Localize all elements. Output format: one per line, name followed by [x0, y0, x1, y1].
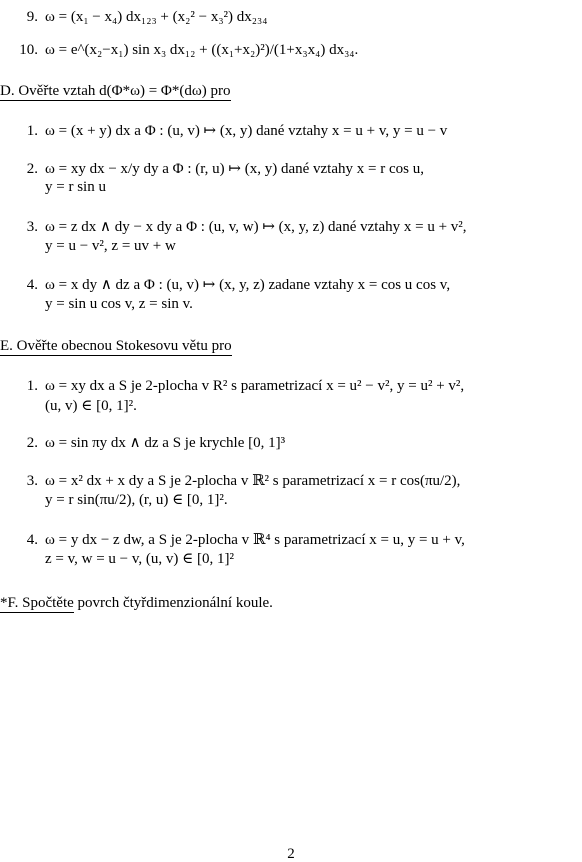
- page-number: 2: [287, 846, 295, 862]
- section-e-heading: E. Ověřte obecnou Stokesovu větu pro: [0, 338, 232, 354]
- item-number: 4.: [26, 532, 38, 548]
- item-text: ω = x² dx + x dy a S je 2-plocha v ℝ² s parametrizací x = r cos(πu/2),: [45, 473, 461, 489]
- item-text: y = sin u cos v, z = sin v.: [45, 296, 193, 312]
- item-text: ω = y dx − z dw, a S je 2-plocha v ℝ⁴ s parametrizací x = u, y = u + v,: [45, 532, 465, 548]
- item-number: 1.: [26, 378, 38, 394]
- item-number: 3.: [26, 473, 38, 489]
- section-d-heading: D. Ověřte vztah d(Φ*ω) = Φ*(dω) pro: [0, 83, 231, 99]
- section-heading: [0, 82, 231, 100]
- item-text: z = v, w = u − v, (u, v) ∈ [0, 1]²: [45, 551, 235, 567]
- item-text: y = r sin(πu/2), (r, u) ∈ [0, 1]².: [45, 492, 228, 508]
- item-text: ω = e^(x₂−x₁) sin x₃ dx₁₂ + ((x₁+x₂)²)/(1+x₃x₄) dx₃₄.: [45, 42, 359, 58]
- item-number: 4.: [26, 277, 38, 293]
- item-text: ω = z dx ∧ dy − x dy a Φ : (u, v, w) ↦ (x, y, z) dané vztahy x = u + v²,: [45, 219, 467, 235]
- section-heading: [0, 337, 232, 355]
- item-number: 10.: [19, 42, 38, 58]
- item-text: ω = xy dx − x/y dy a Φ : (r, u) ↦ (x, y) dané vztahy x = r cos u,: [45, 161, 424, 177]
- item-number: 2.: [26, 161, 38, 177]
- item-number: 9.: [26, 9, 38, 25]
- item-number: 3.: [26, 219, 38, 235]
- item-text: ω = (x + y) dx a Φ : (u, v) ↦ (x, y) dané vztahy x = u + v, y = u − v: [45, 123, 448, 139]
- item-text: ω = xy dx a S je 2-plocha v R² s parametrizací x = u² − v², y = u² + v²,: [45, 378, 465, 394]
- section-f-heading: *F. Spočtěte: [0, 595, 74, 611]
- item-text: ω = x dy ∧ dz a Φ : (u, v) ↦ (x, y, z) zadane vztahy x = cos u cos v,: [45, 277, 451, 293]
- item-number: 2.: [26, 435, 38, 451]
- item-number: 1.: [26, 123, 38, 139]
- section-f-heading-rest: povrch čtyřdimenzionální koule.: [73, 595, 273, 611]
- section-heading: [0, 594, 273, 612]
- item-text: y = r sin u: [45, 179, 106, 195]
- item-text: ω = sin πy dx ∧ dz a S je krychle [0, 1]³: [45, 435, 286, 451]
- item-text: (u, v) ∈ [0, 1]².: [45, 398, 137, 414]
- item-text: ω = (x₁ − x₄) dx₁₂₃ + (x₂² − x₃²) dx₂₃₄: [45, 9, 268, 25]
- item-text: y = u − v², z = uv + w: [45, 238, 176, 254]
